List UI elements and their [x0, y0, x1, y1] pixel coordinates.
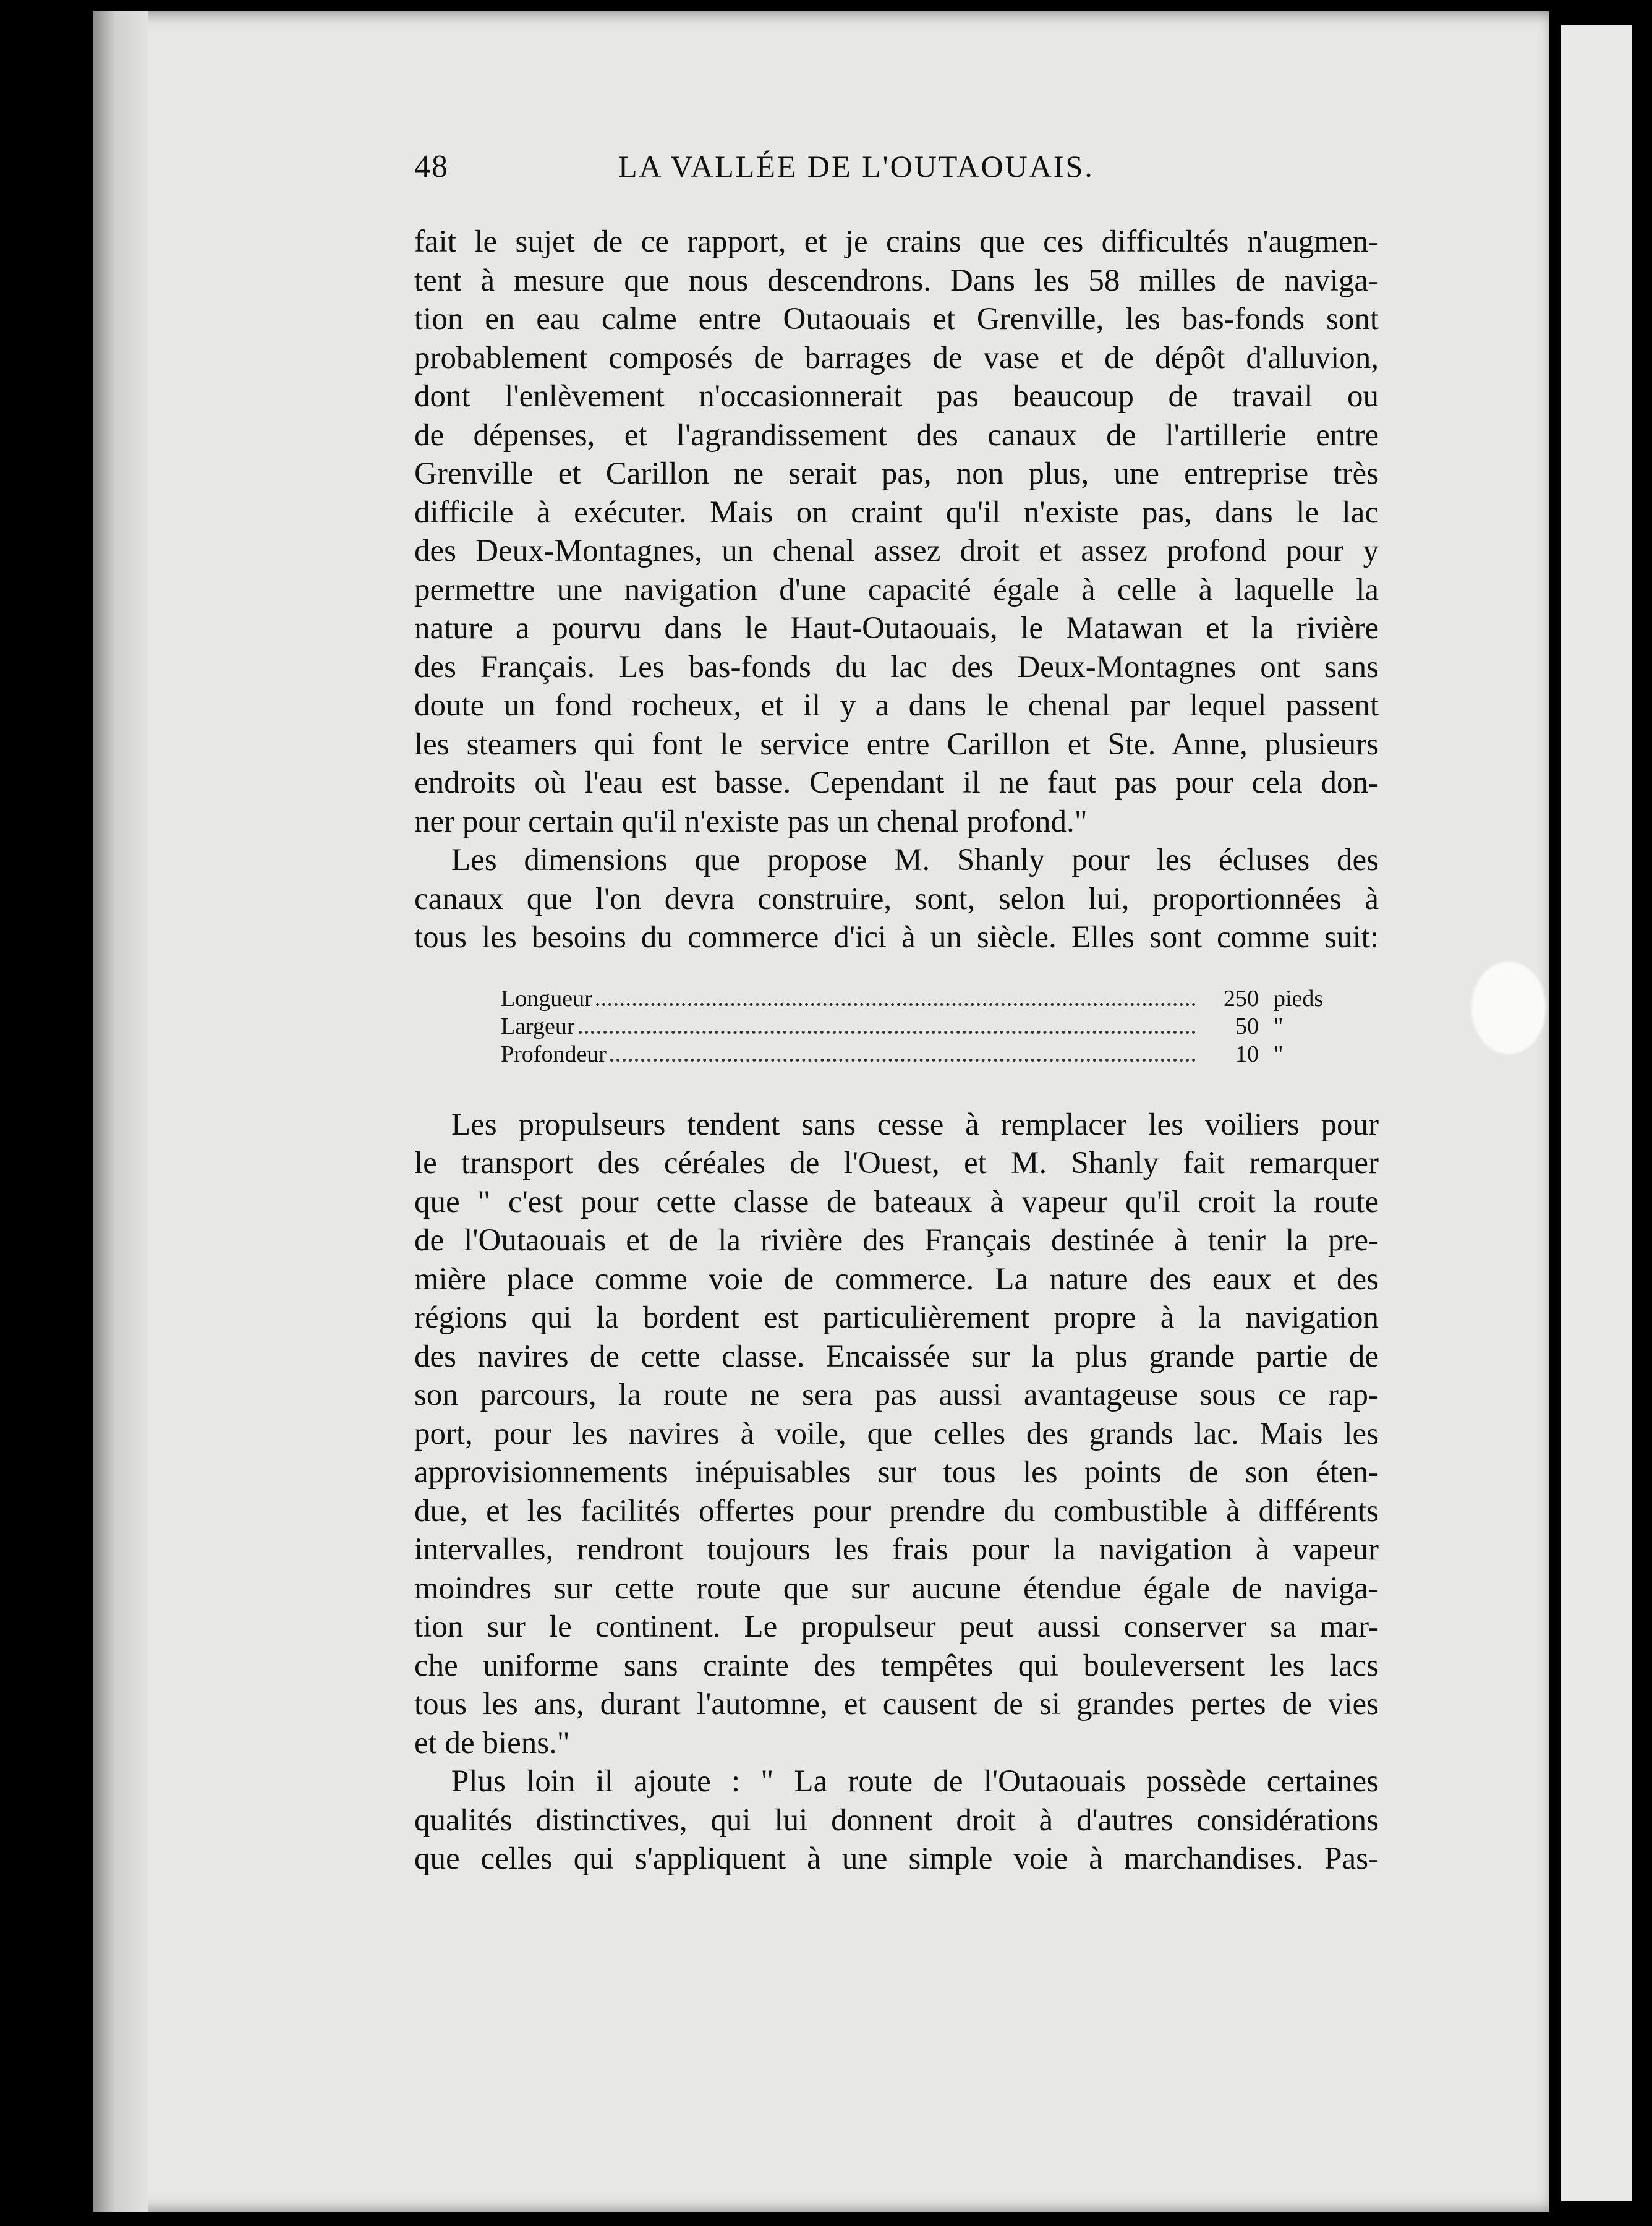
dimension-row: [501, 1013, 1348, 1041]
text-line: port, pour les navires à voile, que celles des grands lac. Mais les: [414, 1416, 1379, 1451]
page-number: 48: [414, 149, 449, 184]
dimension-label: Largeur: [501, 1013, 575, 1039]
text-line: des navires de cette classe. Encaissée sur la plus grande partie de: [414, 1339, 1379, 1374]
text-line: Les propulseurs tendent sans cesse à remplacer les voiliers pour: [451, 1107, 1379, 1142]
text-line: de l'Outaouais et de la rivière des Français destinée à tenir la pre-: [414, 1223, 1379, 1258]
text-line: tent à mesure que nous descendrons. Dans les 58 milles de naviga-: [414, 263, 1379, 298]
text-line: que " c'est pour cette classe de bateaux à vapeur qu'il croit la route: [414, 1184, 1379, 1219]
paragraph-3: [414, 1106, 1379, 1763]
text-line: tous les ans, durant l'automne, et causent de si grandes pertes de vies: [414, 1687, 1379, 1721]
dimension-unit: ": [1274, 1013, 1284, 1039]
text-line: les steamers qui font le service entre Carillon et Ste. Anne, plusieurs: [414, 727, 1379, 762]
text-line: mière place comme voie de commerce. La nature des eaux et des: [414, 1261, 1379, 1297]
text-line: tion sur le continent. Le propulseur peut aussi conserver sa mar-: [414, 1610, 1379, 1644]
dimension-value: 250: [1224, 985, 1259, 1012]
page-binding-edge: [93, 11, 148, 2212]
text-line: des Deux-Montagnes, un chenal assez droit et assez profond pour y: [414, 534, 1379, 568]
text-line: intervalles, rendront toujours les frais pour la navigation à vapeur: [414, 1532, 1379, 1567]
dot-leader: [579, 1031, 1196, 1034]
dimension-label: Longueur: [501, 985, 592, 1012]
running-title: LA VALLÉE DE L'OUTAOUAIS.: [618, 149, 1094, 184]
text-line: probablement composés de barrages de vase et de dépôt d'alluvion,: [414, 340, 1379, 375]
text-line: doute un fond rocheux, et il y a dans le chenal par lequel passent: [414, 688, 1379, 723]
dimension-unit: ": [1274, 1041, 1284, 1067]
gutter-shadow: [1549, 11, 1561, 2212]
text-line: fait le sujet de ce rapport, et je crains que ces difficultés n'augmen-: [414, 224, 1379, 259]
text-line: Les dimensions que propose M. Shanly pour les écluses des: [451, 843, 1379, 877]
text-line: moindres sur cette route que sur aucune étendue égale de naviga-: [414, 1571, 1379, 1606]
paragraph-2: [414, 841, 1379, 957]
text-line: endroits où l'eau est basse. Cependant il ne faut pas pour cela don-: [414, 765, 1379, 800]
text-line: Grenville et Carillon ne serait pas, non plus, une entreprise très: [414, 456, 1379, 491]
text-line: che uniforme sans crainte des tempêtes qui bouleversent les lacs: [414, 1648, 1379, 1683]
text-line: Plus loin il ajoute : " La route de l'Outaouais possède certaines: [451, 1764, 1379, 1799]
text-line: ner pour certain qu'il n'existe pas un chenal profond.": [414, 804, 1088, 839]
dimension-unit: pieds: [1274, 985, 1324, 1012]
text-line: le transport des céréales de l'Ouest, et M. Shanly fait remarquer: [414, 1146, 1379, 1180]
text-line: tion en eau calme entre Outaouais et Grenville, les bas-fonds sont: [414, 302, 1379, 336]
page-header: [414, 148, 1379, 223]
text-line: son parcours, la route ne sera pas aussi avantageuse sous ce rap-: [414, 1378, 1379, 1412]
dimension-row: [501, 1041, 1348, 1068]
text-line: dont l'enlèvement n'occasionnerait pas beaucoup de travail ou: [414, 379, 1379, 414]
text-line: des Français. Les bas-fonds du lac des Deux-Montagnes ont sans: [414, 649, 1379, 684]
text-line: due, et les facilités offertes pour prendre du combustible à différents: [414, 1493, 1379, 1529]
text-line: approvisionnements inépuisables sur tous les points de son éten-: [414, 1455, 1379, 1490]
text-line: régions qui la bordent est particulièrement propre à la navigation: [414, 1300, 1379, 1335]
dimension-row: [501, 985, 1348, 1013]
paragraph-1: [414, 223, 1379, 841]
dimension-label: Profondeur: [501, 1041, 607, 1067]
text-line: et de biens.": [414, 1725, 570, 1760]
text-line: que celles qui s'appliquent à une simple voie à marchandises. Pas-: [414, 1841, 1379, 1876]
text-line: de dépenses, et l'agrandissement des canaux de l'artillerie entre: [414, 417, 1379, 453]
text-line: canaux que l'on devra construire, sont, selon lui, proportionnées à: [414, 881, 1379, 916]
text-line: permettre une navigation d'une capacité égale à celle à laquelle la: [414, 572, 1379, 607]
text-line: qualités distinctives, qui lui donnent droit à d'autres considérations: [414, 1802, 1379, 1838]
facing-page-strip: [1561, 25, 1632, 2201]
text-line: difficile à exécuter. Mais on craint qu'il n'existe pas, dans le lac: [414, 495, 1379, 530]
dimension-value: 50: [1235, 1013, 1259, 1039]
page-text-block: [414, 148, 1379, 1878]
dot-leader: [596, 1003, 1196, 1006]
paragraph-4: [414, 1762, 1379, 1878]
lock-dimensions-table: [501, 985, 1348, 1068]
text-line: nature a pourvu dans le Haut-Outaouais, le Matawan et la rivière: [414, 611, 1379, 646]
text-line: tous les besoins du commerce d'ici à un siècle. Elles sont comme suit:: [414, 920, 1379, 955]
dimension-value: 10: [1235, 1041, 1259, 1067]
dot-leader: [610, 1059, 1196, 1062]
paper-blemish: [1471, 962, 1546, 1054]
